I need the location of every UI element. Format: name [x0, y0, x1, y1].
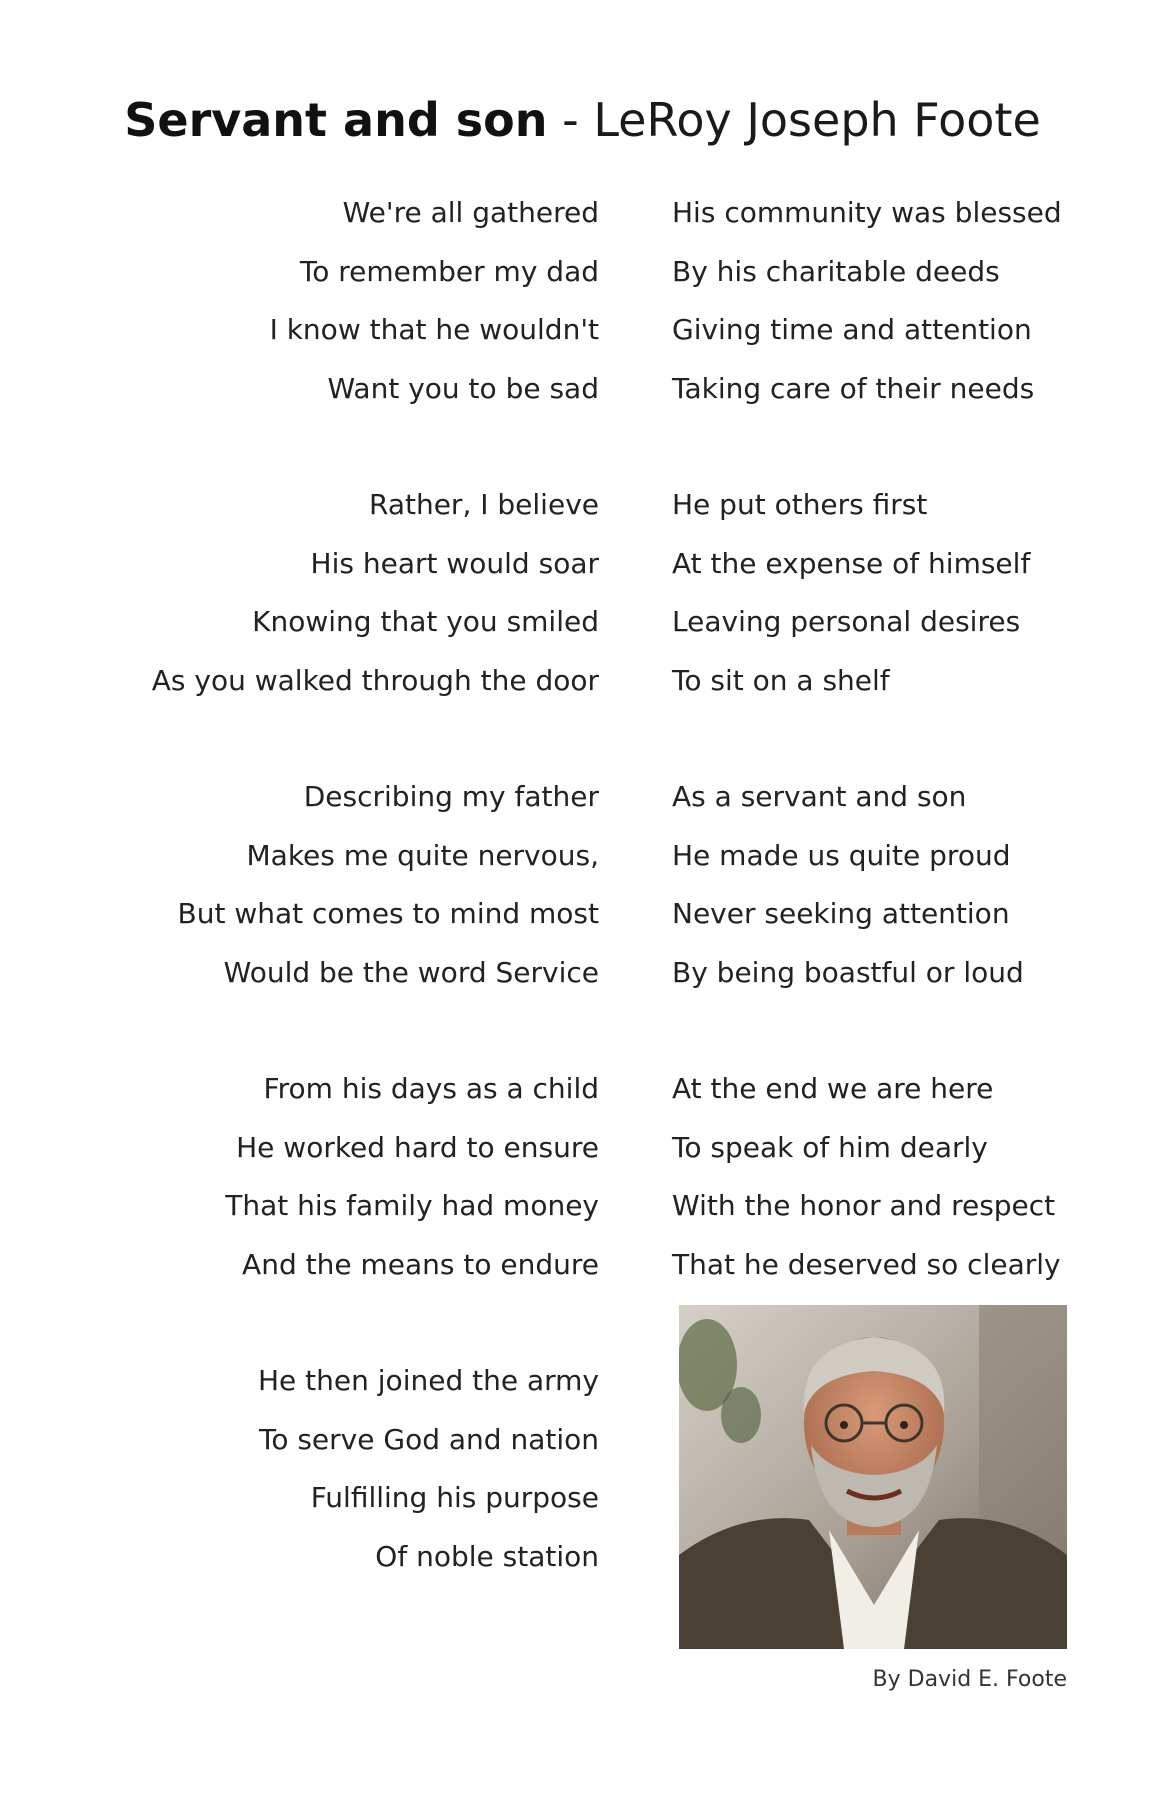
poem-title: Servant and son [124, 93, 548, 147]
verse-line: Fulfilling his purpose [310, 1481, 599, 1514]
verse-line: Rather, I believe [368, 488, 599, 521]
verse-line: His community was blessed [672, 196, 1062, 229]
verse-line: He worked hard to ensure [236, 1130, 599, 1164]
poem-heading [0, 92, 1165, 148]
verse-line: By being boastful or loud [672, 955, 1024, 989]
stanza [152, 768, 599, 1060]
verse-line: Of noble station [375, 1539, 599, 1573]
verse-line: He then joined the army [258, 1364, 599, 1397]
stanza [152, 1352, 599, 1644]
stanza [152, 476, 599, 768]
verse-line: To sit on a shelf [672, 663, 890, 697]
stanza [152, 1060, 599, 1352]
verse-line: Would be the word Service [223, 955, 599, 989]
verse-line: With the honor and respect [672, 1189, 1056, 1222]
verse-line: Taking care of their needs [672, 371, 1035, 405]
verse-line: He made us quite proud [672, 838, 1011, 872]
poem-subject: LeRoy Joseph Foote [593, 93, 1041, 147]
verse-line: Describing my father [303, 780, 599, 813]
verse-line: I know that he wouldn't [269, 313, 599, 346]
stanza [152, 184, 599, 476]
verse-line: He put others first [672, 488, 928, 521]
verse-line: At the end we are here [672, 1072, 994, 1105]
verse-line: Makes me quite nervous, [246, 838, 599, 872]
verse-line: Giving time and attention [672, 313, 1032, 346]
stanza [672, 768, 1062, 1060]
verse-line: And the means to endure [242, 1247, 599, 1281]
stanza [672, 476, 1062, 768]
right-verse-column [672, 184, 1062, 1352]
verse-line: Leaving personal desires [672, 605, 1021, 638]
verse-line: To speak of him dearly [672, 1130, 988, 1164]
verse-line: To serve God and nation [258, 1422, 599, 1456]
verse-line: Never seeking attention [672, 897, 1010, 930]
verse-line: To remember my dad [299, 254, 599, 288]
verse-line: Knowing that you smiled [252, 605, 599, 638]
verse-line: By his charitable deeds [672, 254, 1000, 288]
stanza [672, 184, 1062, 476]
verse-line: As you walked through the door [151, 663, 599, 697]
author-byline: By David E. Foote [872, 1667, 1067, 1692]
portrait-illustration [679, 1305, 1067, 1649]
verse-line: His heart would soar [310, 546, 599, 580]
verse-line: From his days as a child [263, 1072, 599, 1105]
verse-line: That his family had money [225, 1189, 599, 1222]
title-separator: - [547, 93, 594, 147]
left-verse-column [152, 184, 599, 1644]
verse-line: But what comes to mind most [177, 897, 599, 930]
verse-line: We're all gathered [342, 196, 599, 229]
portrait-photo [679, 1305, 1067, 1649]
verse-line: Want you to be sad [327, 371, 599, 405]
verse-line: That he deserved so clearly [672, 1247, 1061, 1281]
verse-line: At the expense of himself [672, 546, 1031, 580]
verse-line: As a servant and son [672, 780, 967, 813]
